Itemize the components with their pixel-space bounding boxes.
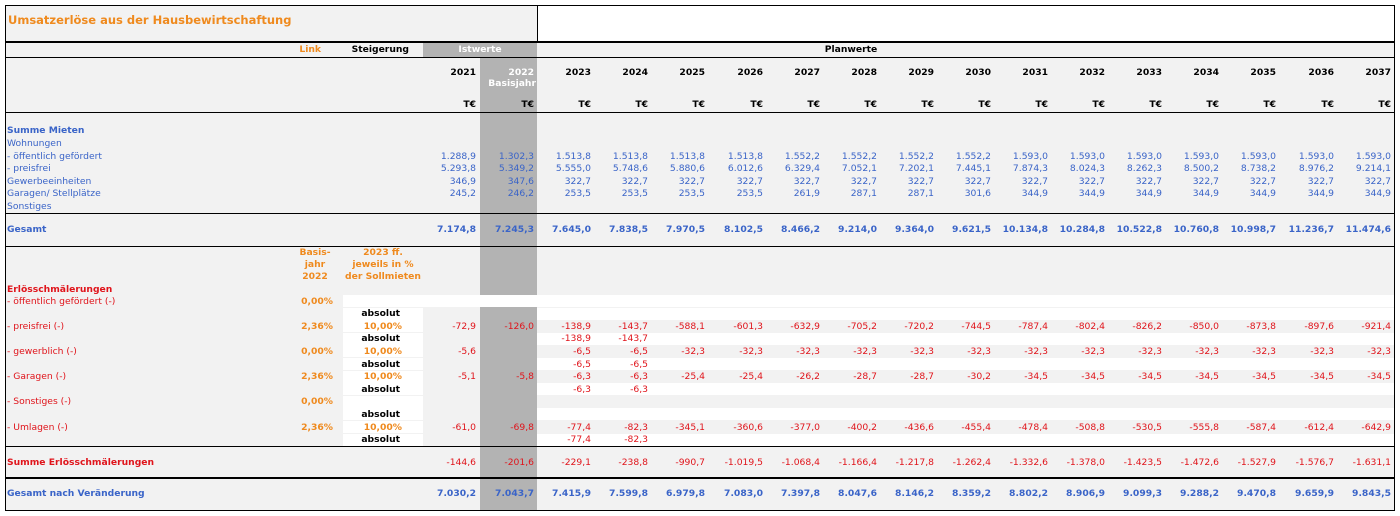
summe-reduction-cell: -1.378,0 [1066,457,1105,468]
reduction-cell[interactable]: -530,5 [1132,421,1162,433]
summe-reduction-cell: -1.217,8 [895,457,934,468]
header-bottom-border [5,112,1395,113]
revenue-row-label: Sonstiges [7,200,52,212]
summe-reduction-cell: -1.068,4 [781,457,820,468]
absolut-label: absolut [361,434,400,446]
final-total-cell: 7.397,8 [781,488,820,499]
gesamt-cell: 7.245,3 [495,224,534,235]
reduction-cell[interactable]: -32,3 [1138,345,1162,357]
unit-label: T€ [750,99,763,110]
year-header: 2035 [1250,67,1276,78]
unit-label: T€ [1206,99,1219,110]
basis-percent[interactable]: 0,00% [301,396,333,408]
year-header: 2037 [1365,67,1391,78]
gesamt-cell: 9.364,0 [895,224,934,235]
input-cell-bg [343,396,423,408]
gesamt-cell: 10.284,8 [1059,224,1105,235]
revenue-cell[interactable]: 1.552,2 [784,150,820,162]
revenue-cell[interactable]: 1.302,3 [498,150,534,162]
revenue-cell[interactable]: 5.748,6 [612,163,648,175]
reduction-cell[interactable]: -6,5 [573,345,591,357]
revenue-cell[interactable]: 1.593,0 [1240,150,1276,162]
input-cell-bg [537,295,1395,307]
summe-reduction-cell: -144,6 [446,457,476,468]
reduction-cell[interactable]: -77,4 [567,421,591,433]
section-border [5,246,1395,247]
reduction-cell[interactable]: -34,5 [1024,371,1048,383]
planwerte-header: Planwerte [824,44,878,55]
final-total-cell: 9.659,9 [1295,488,1334,499]
revenue-cell[interactable]: 344,9 [1307,188,1334,200]
revenue-cell[interactable]: 1.288,9 [440,150,476,162]
absolut-cell[interactable]: -6,3 [573,383,591,395]
revenue-cell[interactable]: 322,7 [736,175,763,187]
revenue-cell[interactable]: 8.738,2 [1240,163,1276,175]
absolut-row-bg [537,333,1395,345]
top-border [5,5,1395,6]
summe-reduction-cell: -990,7 [675,457,705,468]
section-border [5,213,1395,214]
reduction-cell[interactable]: -26,2 [796,371,820,383]
summe-reduction-cell: -229,1 [561,457,591,468]
revenue-cell[interactable]: 344,9 [1135,188,1162,200]
revenue-cell[interactable]: 344,9 [1364,188,1391,200]
reduction-cell[interactable]: -5,1 [458,371,476,383]
unit-label: T€ [1378,99,1391,110]
title-right-area [537,5,1395,41]
revenue-cell[interactable]: 1.593,0 [1012,150,1048,162]
revenue-cell[interactable]: 322,7 [1364,175,1391,187]
reduction-cell[interactable]: -28,7 [853,371,877,383]
reduction-cell[interactable]: -850,0 [1189,320,1219,332]
revenue-cell[interactable]: 7.052,1 [841,163,877,175]
reduction-cell[interactable]: -508,8 [1075,421,1105,433]
summe-reduction-cell: -1.472,6 [1180,457,1219,468]
absolut-row-bg [537,358,1395,370]
reduction-cell[interactable]: -32,3 [1024,345,1048,357]
final-total-cell: 8.047,6 [838,488,877,499]
header-border [5,57,1395,58]
absolut-label: absolut [361,408,400,420]
gesamt-cell: 10.760,8 [1173,224,1219,235]
summe-reduction-cell: -1.423,5 [1123,457,1162,468]
input-cell-bg [423,295,537,307]
percent-input[interactable]: 10,00% [363,345,402,357]
unit-label: T€ [1092,99,1105,110]
reduction-cell[interactable]: -61,0 [452,421,476,433]
unit-label: T€ [807,99,820,110]
unit-label: T€ [635,99,648,110]
revenue-cell[interactable]: 322,7 [564,175,591,187]
revenue-cell[interactable]: 1.513,8 [669,150,705,162]
summe-reduction-cell: -1.332,6 [1009,457,1048,468]
reduction-cell[interactable]: -32,3 [1367,345,1391,357]
unit-label: T€ [463,99,476,110]
absolut-cell[interactable]: -6,3 [630,383,648,395]
gesamt-cell: 7.174,8 [437,224,476,235]
revenue-cell[interactable]: 1.552,2 [841,150,877,162]
revenue-cell[interactable]: 6.012,6 [727,163,763,175]
absolut-row-bg [537,408,1395,420]
reduction-cell[interactable]: -642,9 [1361,421,1391,433]
revenue-row-label: Gewerbeeinheiten [7,175,92,187]
reduction-cell[interactable]: -25,4 [681,371,705,383]
section-border [5,477,1395,479]
unit-label: T€ [1149,99,1162,110]
gesamt-cell: 7.838,5 [609,224,648,235]
gesamt-cell: 9.214,0 [838,224,877,235]
revenue-cell[interactable]: 322,7 [678,175,705,187]
summe-erloesschmaelerungen-label: Summe Erlösschmälerungen [7,457,155,468]
percent-input[interactable]: 10,00% [363,371,402,383]
reduction-cell[interactable]: -34,5 [1310,371,1334,383]
reduction-cell[interactable]: -32,3 [796,345,820,357]
final-total-cell: 8.146,2 [895,488,934,499]
reduction-cell[interactable]: -705,2 [847,320,877,332]
basisjahr-header: Basis- [299,247,331,258]
final-total-cell: 9.288,2 [1180,488,1219,499]
reduction-cell[interactable]: -138,9 [561,320,591,332]
summe-reduction-cell: -201,6 [504,457,534,468]
unit-label: T€ [978,99,991,110]
final-total-cell: 9.099,3 [1123,488,1162,499]
summe-reduction-cell: -1.576,7 [1295,457,1334,468]
unit-label: T€ [692,99,705,110]
revenue-row-label: - öffentlich gefördert [7,150,102,162]
reduction-cell[interactable]: -587,4 [1246,421,1276,433]
left-border [5,5,6,511]
revenue-cell[interactable]: 287,1 [907,188,934,200]
summe-reduction-cell: -1.631,1 [1352,457,1391,468]
year-header: 2027 [794,67,820,78]
basisjahr-label: Basisjahr [488,78,536,89]
revenue-cell[interactable]: 322,7 [850,175,877,187]
reduction-cell[interactable]: -126,0 [504,320,534,332]
revenue-cell[interactable]: 5.880,6 [669,163,705,175]
reduction-cell[interactable]: -34,5 [1367,371,1391,383]
final-total-cell: 7.030,2 [437,488,476,499]
gesamt-cell: 8.102,5 [724,224,763,235]
gesamt-cell: 10.998,7 [1230,224,1276,235]
reduction-cell[interactable]: -32,3 [739,345,763,357]
sollmieten-header: 2023 ff. [363,247,403,258]
reduction-cell[interactable]: -555,8 [1189,421,1219,433]
basis-percent[interactable]: 2,36% [301,320,333,332]
link-header[interactable]: Link [299,44,321,55]
revenue-cell[interactable]: 8.976,2 [1298,163,1334,175]
istwerte-header: Istwerte [458,44,502,55]
revenue-cell[interactable]: 261,9 [793,188,820,200]
revenue-cell[interactable]: 322,7 [793,175,820,187]
unit-label: T€ [1035,99,1048,110]
reduction-row-label: - Garagen (-) [7,371,67,383]
final-total-cell: 8.906,9 [1066,488,1105,499]
final-total-cell: 9.843,5 [1352,488,1391,499]
absolut-cell[interactable]: -6,5 [573,358,591,370]
revenue-cell[interactable]: 7.202,1 [898,163,934,175]
revenue-cell[interactable]: 1.513,8 [727,150,763,162]
reduction-cell[interactable]: -28,7 [910,371,934,383]
year-header: 2034 [1193,67,1219,78]
final-total-cell: 8.359,2 [952,488,991,499]
reduction-cell[interactable]: -72,9 [452,320,476,332]
gesamt-cell: 10.134,8 [1002,224,1048,235]
reduction-cell[interactable]: -6,3 [630,371,648,383]
reduction-cell[interactable]: -32,3 [1252,345,1276,357]
absolut-cell[interactable]: -6,5 [630,358,648,370]
absolut-cell[interactable]: -77,4 [567,434,591,446]
revenue-cell[interactable]: 253,5 [678,188,705,200]
revenue-cell[interactable]: 322,7 [1249,175,1276,187]
revenue-cell[interactable]: 8.262,3 [1126,163,1162,175]
reduction-row-label: - öffentlich gefördert (-) [7,295,116,307]
reduction-cell[interactable]: -436,6 [904,421,934,433]
revenue-cell[interactable]: 5.293,8 [440,163,476,175]
reduction-row-label: - Sonstiges (-) [7,396,72,408]
year-header: 2030 [965,67,991,78]
summe-mieten-label: Summe Mieten [7,125,85,136]
revenue-cell[interactable]: 253,5 [736,188,763,200]
revenue-cell[interactable]: 253,5 [564,188,591,200]
basis-percent[interactable]: 2,36% [301,421,333,433]
absolut-label: absolut [361,333,400,345]
absolut-label: absolut [361,308,400,320]
reduction-cell[interactable]: -32,3 [910,345,934,357]
basis-percent[interactable]: 0,00% [301,295,333,307]
reduction-cell[interactable]: -632,9 [790,320,820,332]
reduction-cell[interactable]: -921,4 [1361,320,1391,332]
revenue-cell[interactable]: 322,7 [1135,175,1162,187]
unit-label: T€ [578,99,591,110]
reduction-row-label: - gewerblich (-) [7,345,77,357]
basis-percent[interactable]: 0,00% [301,345,333,357]
revenue-cell[interactable]: 322,7 [1307,175,1334,187]
revenue-cell[interactable]: 322,7 [1078,175,1105,187]
revenue-cell[interactable]: 1.593,0 [1069,150,1105,162]
final-total-cell: 9.470,8 [1237,488,1276,499]
reduction-cell[interactable]: -6,3 [573,371,591,383]
input-cell-bg [343,295,423,307]
year-header: 2031 [1022,67,1048,78]
revenue-cell[interactable]: 7.445,1 [955,163,991,175]
reduction-cell[interactable]: -377,0 [790,421,820,433]
final-total-cell: 7.415,9 [552,488,591,499]
reduction-cell[interactable]: -34,5 [1081,371,1105,383]
reduction-cell[interactable]: -478,4 [1018,421,1048,433]
revenue-cell[interactable]: 344,9 [1249,188,1276,200]
revenue-cell[interactable]: 9.214,1 [1355,163,1391,175]
gesamt-nach-veraenderung-label: Gesamt nach Veränderung [7,488,145,499]
reduction-cell[interactable]: -34,5 [1252,371,1276,383]
reduction-cell[interactable]: -400,2 [847,421,877,433]
reduction-cell[interactable]: -32,3 [681,345,705,357]
revenue-cell[interactable]: 8.500,2 [1183,163,1219,175]
final-total-cell: 8.802,2 [1009,488,1048,499]
basis-percent[interactable]: 2,36% [301,371,333,383]
revenue-cell[interactable]: 287,1 [850,188,877,200]
reduction-cell[interactable]: -32,3 [967,345,991,357]
reduction-cell[interactable]: -720,2 [904,320,934,332]
reduction-cell[interactable]: -612,4 [1304,421,1334,433]
year-header: 2032 [1079,67,1105,78]
revenue-cell[interactable]: 322,7 [621,175,648,187]
absolut-label: absolut [361,383,400,395]
revenue-cell[interactable]: 5.349,2 [498,163,534,175]
reduction-cell[interactable]: -345,1 [675,421,705,433]
gesamt-cell: 10.522,8 [1116,224,1162,235]
revenue-cell[interactable]: 5.555,0 [555,163,591,175]
reduction-cell[interactable]: -6,5 [630,345,648,357]
absolut-label: absolut [361,358,400,370]
absolut-row-bg [537,434,1395,446]
revenue-cell[interactable]: 246,2 [507,188,534,200]
final-total-cell: 7.043,7 [495,488,534,499]
revenue-row-label: - preisfrei [7,163,51,175]
reduction-cell[interactable]: -873,8 [1246,320,1276,332]
revenue-cell[interactable]: 347,6 [507,175,534,187]
reduction-row-label: - preisfrei (-) [7,320,65,332]
reduction-cell[interactable]: -25,4 [739,371,763,383]
reduction-cell[interactable]: -32,3 [1081,345,1105,357]
year-header: 2026 [737,67,763,78]
final-total-cell: 7.599,8 [609,488,648,499]
revenue-cell[interactable]: 344,9 [1078,188,1105,200]
revenue-cell[interactable]: 253,5 [621,188,648,200]
gesamt-cell: 9.621,5 [952,224,991,235]
revenue-cell[interactable]: 7.874,3 [1012,163,1048,175]
absolut-row-bg [537,308,1395,320]
reduction-row-label: - Umlagen (-) [7,421,68,433]
revenue-cell[interactable]: 344,9 [1192,188,1219,200]
reduction-cell[interactable]: -455,4 [961,421,991,433]
reduction-cell[interactable]: -5,6 [458,345,476,357]
reduction-cell[interactable]: -34,5 [1138,371,1162,383]
erloesschmaelerungen-title: Erlösschmälerungen [7,284,113,295]
gesamt-cell: 7.645,0 [552,224,591,235]
gesamt-cell: 7.970,5 [666,224,705,235]
summe-reduction-cell: -238,8 [618,457,648,468]
revenue-cell[interactable]: 322,7 [1021,175,1048,187]
revenue-cell[interactable]: 1.593,0 [1183,150,1219,162]
year-header: 2024 [622,67,648,78]
revenue-cell[interactable]: 1.593,0 [1126,150,1162,162]
gesamt-cell: 11.474,6 [1345,224,1391,235]
summe-reduction-cell: -1.166,4 [838,457,877,468]
final-total-cell: 7.083,0 [724,488,763,499]
percent-input[interactable]: 10,00% [363,421,402,433]
reduction-cell[interactable]: -787,4 [1018,320,1048,332]
header-border [5,41,1395,43]
year-header: 2028 [851,67,877,78]
unit-label: T€ [521,99,534,110]
reduction-cell[interactable]: -360,6 [733,421,763,433]
reduction-cell[interactable]: -82,3 [624,421,648,433]
revenue-cell[interactable]: 1.552,2 [898,150,934,162]
reduction-cell[interactable]: -32,3 [1195,345,1219,357]
revenue-cell[interactable]: 1.513,8 [612,150,648,162]
unit-label: T€ [921,99,934,110]
revenue-cell[interactable]: 1.513,8 [555,150,591,162]
right-border [1394,5,1395,511]
sollmieten-header: der Sollmieten [345,271,421,283]
absolut-row-bg [537,383,1395,395]
year-header: 2021 [450,67,476,78]
section-border [5,446,1395,447]
reduction-cell[interactable]: -601,3 [733,320,763,332]
unit-label: T€ [1263,99,1276,110]
basisjahr-header: 2022 [302,271,328,283]
reduction-cell[interactable]: -69,8 [510,421,534,433]
year-header: 2029 [908,67,934,78]
gesamt-cell: 8.466,2 [781,224,820,235]
unit-label: T€ [1321,99,1334,110]
absolut-cell[interactable]: -82,3 [624,434,648,446]
basisjahr-header: jahr [304,259,326,271]
revenue-cell[interactable]: 6.329,4 [784,163,820,175]
revenue-cell[interactable]: 1.593,0 [1355,150,1391,162]
revenue-cell[interactable]: 322,7 [1192,175,1219,187]
unit-label: T€ [864,99,877,110]
year-header: 2023 [565,67,591,78]
percent-input[interactable]: 10,00% [363,320,402,332]
bottom-border [5,510,1395,511]
year-header: 2033 [1136,67,1162,78]
year-header: 2025 [679,67,705,78]
year-header: 2036 [1308,67,1334,78]
reduction-cell[interactable]: -588,1 [675,320,705,332]
revenue-cell[interactable]: 346,9 [449,175,476,187]
absolut-cell[interactable]: -138,9 [561,333,591,345]
absolut-cell[interactable]: -143,7 [618,333,648,345]
revenue-row-label: Garagen/ Stellplätze [7,188,101,200]
revenue-cell[interactable]: 301,6 [964,188,991,200]
sheet-title: Umsatzerlöse aus der Hausbewirtschaftung [8,13,292,27]
wohnungen-label: Wohnungen [7,138,62,149]
reduction-cell[interactable]: -5,8 [516,371,534,383]
reduction-cell[interactable]: -143,7 [618,320,648,332]
gesamt-label: Gesamt [7,224,47,235]
revenue-cell[interactable]: 322,7 [964,175,991,187]
summe-reduction-cell: -1.527,9 [1237,457,1276,468]
reduction-cell[interactable]: -34,5 [1195,371,1219,383]
revenue-cell[interactable]: 322,7 [907,175,934,187]
reduction-cell[interactable]: -826,2 [1132,320,1162,332]
year-2022-header: 2022 [508,67,534,78]
steigerung-header: Steigerung [351,44,409,55]
revenue-cell[interactable]: 245,2 [449,188,476,200]
title-divider [537,5,538,41]
revenue-cell[interactable]: 1.593,0 [1298,150,1334,162]
revenue-cell[interactable]: 344,9 [1021,188,1048,200]
gesamt-cell: 11.236,7 [1288,224,1334,235]
revenue-cell[interactable]: 8.024,3 [1069,163,1105,175]
summe-reduction-cell: -1.019,5 [724,457,763,468]
summe-reduction-cell: -1.262,4 [952,457,991,468]
reduction-cell[interactable]: -32,3 [1310,345,1334,357]
revenue-cell[interactable]: 1.552,2 [955,150,991,162]
sollmieten-header: jeweils in % [352,259,414,271]
reduction-cell[interactable]: -32,3 [853,345,877,357]
reduction-cell[interactable]: -30,2 [967,371,991,383]
reduction-cell[interactable]: -897,6 [1304,320,1334,332]
reduction-cell[interactable]: -802,4 [1075,320,1105,332]
final-total-cell: 6.979,8 [666,488,705,499]
reduction-cell[interactable]: -744,5 [961,320,991,332]
